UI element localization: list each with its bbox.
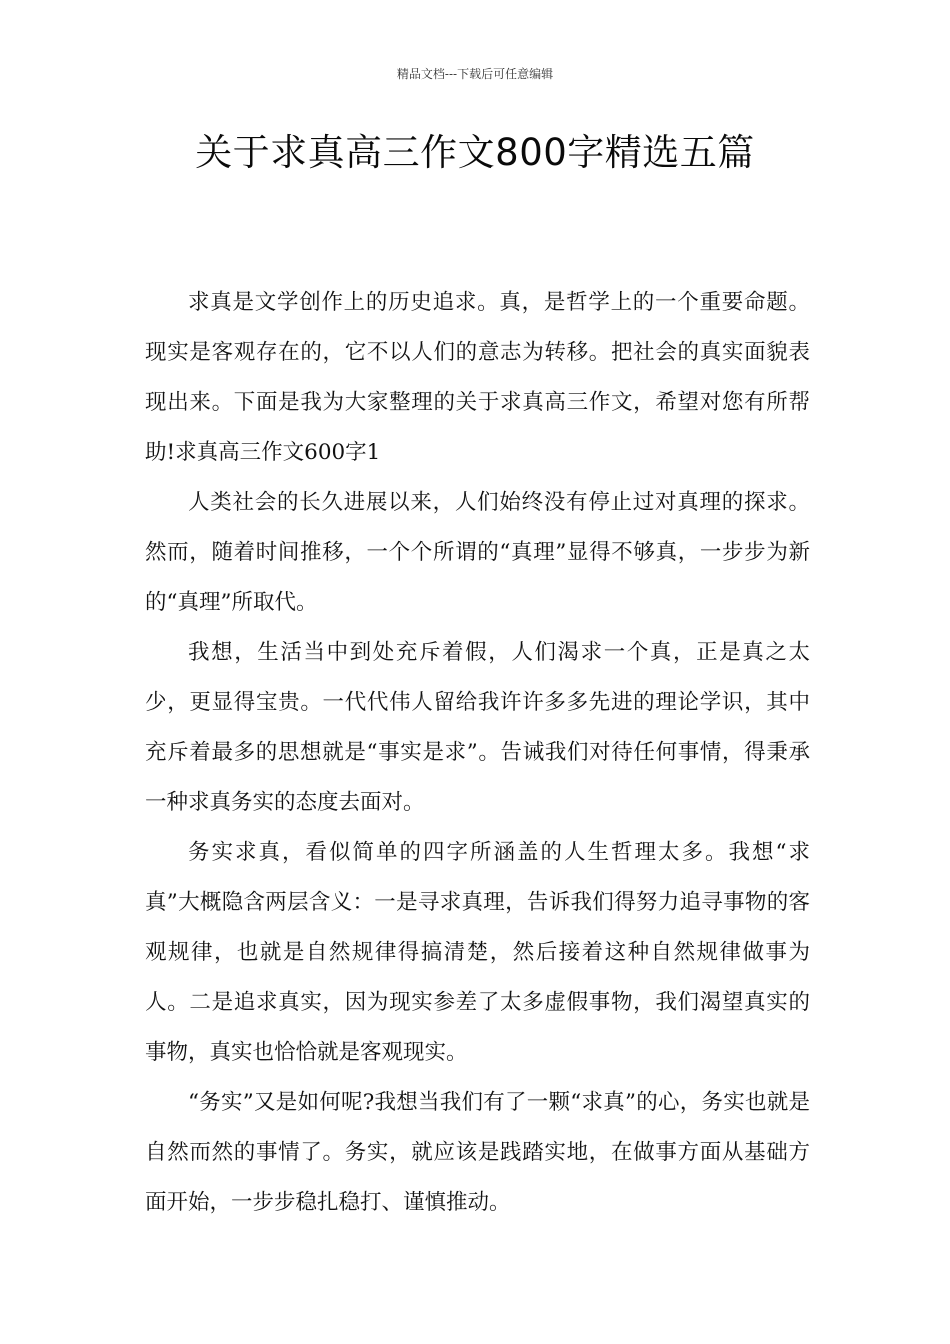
paragraph-4: 务实求真，看似简单的四字所涵盖的人生哲理太多。我想“求真”大概隐含两层含义：一是寻求真理，告诉我们得努力追寻事物的客观规律，也就是自然规律得搞清楚，然后接着这种自然规律做事为人。二是追求真实，因为现实参差了太多虚假事物，我们渴望真实的事物，真实也恰恰就是客观现实。 bbox=[145, 840, 810, 1065]
document-title: 关于求真高三作文800字精选五篇 bbox=[195, 131, 755, 174]
header-note: 精品文档---下载后可任意编辑 bbox=[396, 67, 554, 81]
paragraph-2: 人类社会的长久进展以来，人们始终没有停止过对真理的探求。然而，随着时间推移，一个个所谓的“真理”显得不够真，一步步为新的“真理”所取代。 bbox=[145, 490, 810, 615]
paragraph-3: 我想，生活当中到处充斥着假，人们渴求一个真，正是真之太少，更显得宝贵。一代代伟人留给我许许多多先进的理论学识，其中充斥着最多的思想就是“事实是求”。告诫我们对待任何事情，得秉承一种求真务实的态度去面对。 bbox=[145, 640, 810, 815]
document-body bbox=[145, 278, 810, 1228]
paragraph-1: 求真是文学创作上的历史追求。真，是哲学上的一个重要命题。现实是客观存在的，它不以人们的意志为转移。把社会的真实面貌表现出来。下面是我为大家整理的关于求真高三作文，希望对您有所帮助!求真高三作文600字1 bbox=[145, 290, 810, 465]
paragraph-5: “务实”又是如何呢?我想当我们有了一颗“求真”的心，务实也就是自然而然的事情了。务实，就应该是践踏实地，在做事方面从基础方面开始，一步步稳扎稳打、谨慎推动。 bbox=[145, 1090, 810, 1215]
